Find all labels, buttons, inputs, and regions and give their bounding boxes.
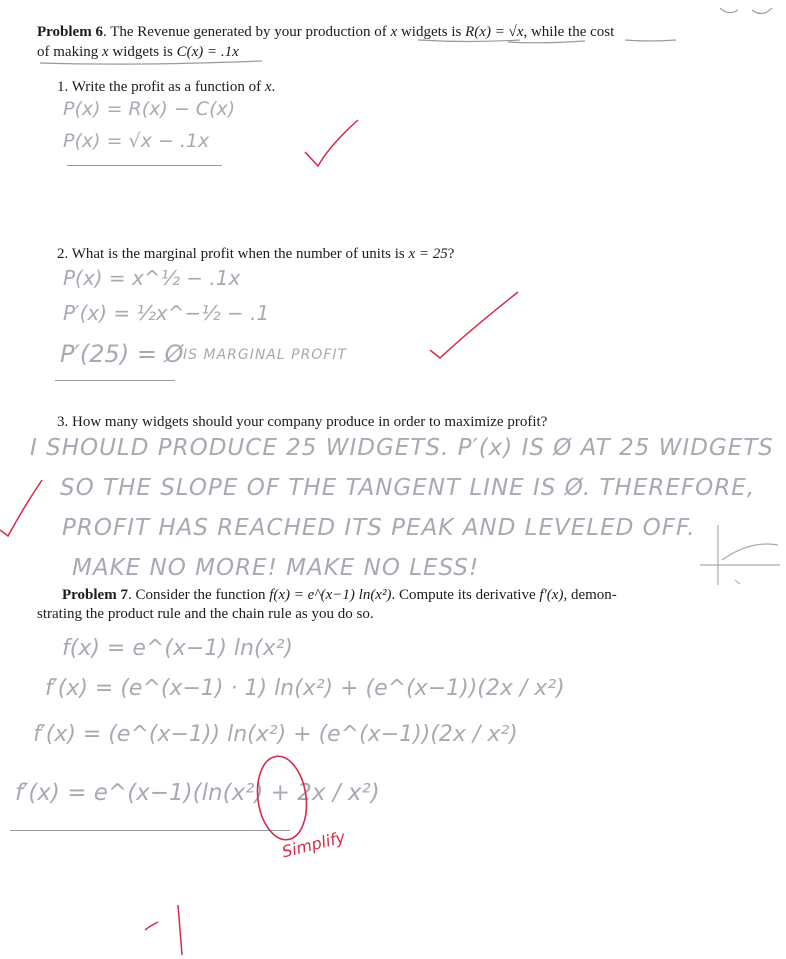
scribble-top-2 xyxy=(752,8,772,14)
underline-cost xyxy=(625,40,676,41)
answer-3-line2: SO THE SLOPE OF THE TANGENT LINE IS Ø. THEREFORE, xyxy=(60,475,756,501)
cost-function: C(x) = .1x xyxy=(176,44,239,60)
answer-2-note: IS MARGINAL PROFIT xyxy=(183,347,348,363)
answer-7-line1: f(x) = e^(x−1) ln(x²) xyxy=(62,636,293,661)
problem6-text-d: of making xyxy=(37,44,102,60)
checkmark-answer-2 xyxy=(430,292,518,358)
checkmark-bottom xyxy=(145,922,158,930)
circled-fraction xyxy=(252,753,311,843)
problem6-text-b: widgets is xyxy=(397,24,466,40)
answer-1-line1: P(x) = R(x) − C(x) xyxy=(63,98,236,120)
problem7-line2: strating the product rule and the chain rule as you do so. xyxy=(37,606,374,622)
problem6-text-e: widgets is xyxy=(108,44,177,60)
question-2-end: ? xyxy=(447,246,455,262)
checkmark-answer-1 xyxy=(305,120,358,166)
problem7-label: Problem 7 xyxy=(62,587,128,603)
answer-7-line4: f′(x) = e^(x−1)(ln(x²) + 2x / x²) xyxy=(15,780,380,806)
answer-3-line1: I SHOULD PRODUCE 25 WIDGETS. P′(x) IS Ø AT 25 WIDGETS xyxy=(30,435,774,461)
problem7-derivative: f′(x) xyxy=(539,587,564,603)
problem6-text-a: . The Revenue generated by your production of xyxy=(102,24,391,40)
problem7-function: f(x) = e^(x−1) ln(x²) xyxy=(269,587,392,603)
problem6-text-c: , while the cost xyxy=(523,24,615,40)
answer-7-line3: f′(x) = (e^(x−1)) ln(x²) + (e^(x−1))(2x / x²) xyxy=(33,722,518,747)
underline-making xyxy=(40,61,262,64)
sketch-tick xyxy=(735,580,740,584)
question-1-var: x xyxy=(264,79,272,95)
problem7-text-a: . Consider the function xyxy=(127,587,270,603)
answer-3-line4: MAKE NO MORE! MAKE NO LESS! xyxy=(72,555,480,581)
problem6-var-x2: x xyxy=(102,44,109,60)
question-3-text: 3. How many widgets should your company produce in order to maximize profit? xyxy=(57,414,548,430)
answer-2-line2: P′(x) = ½x^−½ − .1 xyxy=(63,301,270,325)
tick-bottom xyxy=(178,905,182,955)
problem7-text-b: . Compute its derivative xyxy=(391,587,540,603)
checkmark-answer-3 xyxy=(0,480,42,536)
problem6-var-x: x xyxy=(390,24,398,40)
question-1-end: . xyxy=(271,79,276,95)
underline-widgets xyxy=(418,40,520,42)
answer-2-line1: P(x) = x^½ − .1x xyxy=(63,266,241,290)
problem6-label: Problem 6 xyxy=(37,24,103,40)
answer-3-line3: PROFIT HAS REACHED ITS PEAK AND LEVELED OFF. xyxy=(62,515,696,541)
problem7-text-c: , demon- xyxy=(563,587,617,603)
question-2-var: x = 25 xyxy=(408,246,448,262)
question-1-text: 1. Write the profit as a function of xyxy=(57,79,265,95)
question-2-text: 2. What is the marginal profit when the number of units is xyxy=(57,246,409,262)
revenue-function: R(x) = √x xyxy=(465,24,524,40)
underline-revenue xyxy=(508,41,585,43)
scribble-top-1 xyxy=(720,8,738,13)
simplify-note: Simplify xyxy=(280,827,348,862)
sketch-curve xyxy=(722,544,778,560)
answer-2-line3: P′(25) = Ø xyxy=(60,340,184,368)
answer-1-line2: P(x) = √x − .1x xyxy=(63,130,210,152)
answer-7-line2: f′(x) = (e^(x−1) · 1) ln(x²) + (e^(x−1))(2x / x²) xyxy=(45,676,565,701)
